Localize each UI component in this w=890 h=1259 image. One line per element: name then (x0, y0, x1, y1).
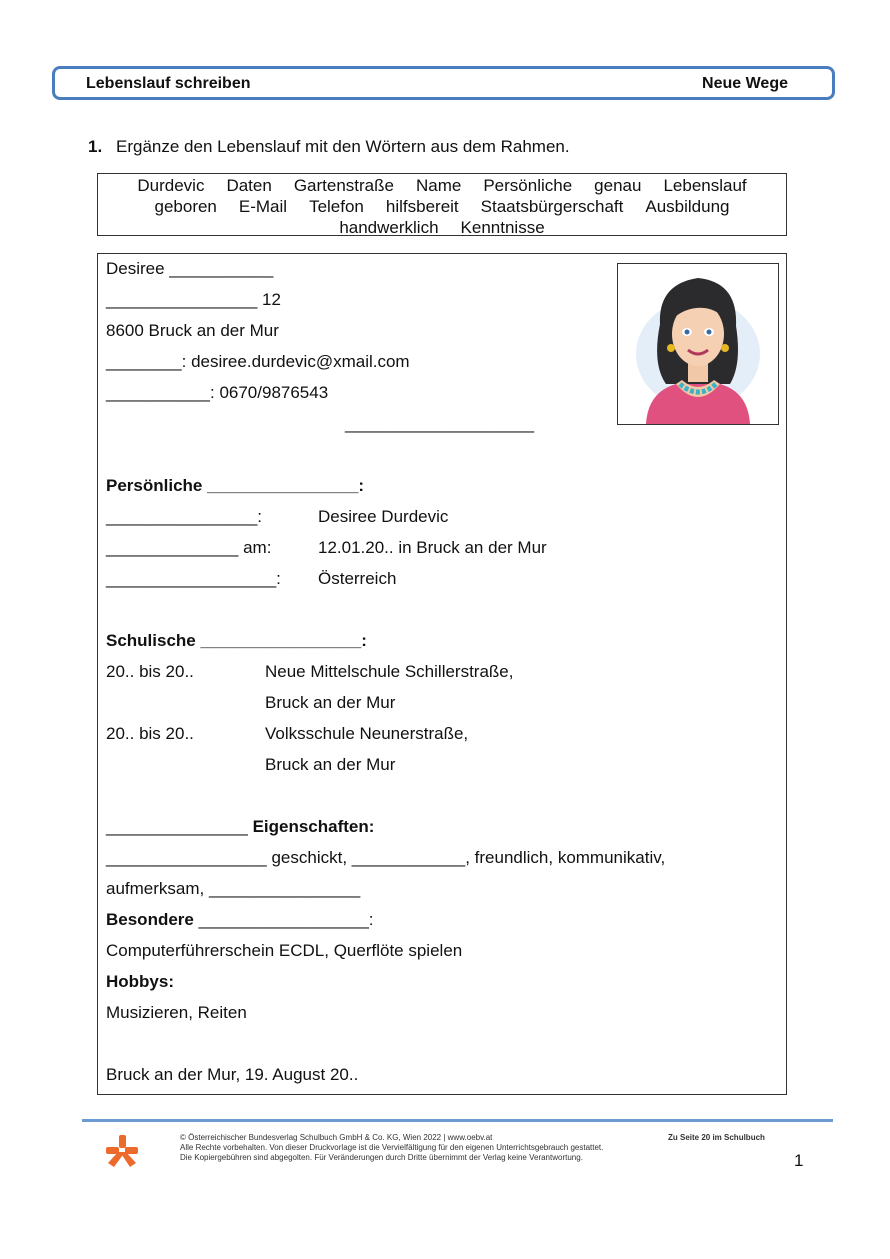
traits-heading (106, 817, 374, 837)
special-skills-label: Besondere (106, 910, 194, 929)
word-item: handwerklich (339, 218, 439, 237)
traits-line: _________________ geschickt, ____________, freundlich, kommunikativ, (106, 848, 666, 867)
hobbies-heading: Hobbys: (106, 972, 174, 991)
page-number: 1 (794, 1151, 804, 1170)
word-item: geboren (154, 197, 217, 216)
footer-divider (82, 1119, 833, 1122)
word-item: Telefon (309, 197, 364, 216)
place-date: Bruck an der Mur, 19. August 20.. (106, 1065, 359, 1084)
cv-email-line: ________: desiree.durdevic@xmail.com (106, 352, 410, 371)
cv-phone-line: ___________: 0670/9876543 (106, 383, 329, 402)
word-item: Daten (226, 176, 272, 195)
school-location: Bruck an der Mur (265, 693, 396, 712)
school-period: 20.. bis 20.. (106, 662, 194, 681)
school-heading: Schulische _________________: (106, 631, 367, 650)
textbook-reference: Zu Seite 20 im Schulbuch (668, 1133, 765, 1142)
traits-blank: _______________ (106, 817, 248, 836)
personal-value: 12.01.20.. in Bruck an der Mur (318, 538, 547, 557)
hobbies-value: Musizieren, Reiten (106, 1003, 247, 1022)
personal-label: __________________: (106, 569, 281, 588)
word-item: Staatsbürgerschaft (480, 197, 624, 216)
cv-street-line: ________________ 12 (106, 290, 281, 309)
word-item: Kenntnisse (460, 218, 545, 237)
word-item: Durdevic (137, 176, 205, 195)
copyright-line: Die Kopiergebühren sind abgegolten. Für Veränderungen durch Dritte übernimmt der Verlag keine Verantwortung. (180, 1153, 583, 1162)
personal-label: ______________ am: (106, 538, 272, 557)
worksheet-title: Lebenslauf schreiben (86, 75, 251, 92)
cv-city-line: 8600 Bruck an der Mur (106, 321, 279, 340)
special-skills-heading (106, 910, 374, 930)
word-item: Persönliche (483, 176, 573, 195)
traits-label: Eigenschaften: (252, 817, 375, 836)
personal-data-heading: Persönliche ________________: (106, 476, 365, 495)
personal-value: Desiree Durdevic (318, 507, 449, 526)
task-number: 1. (88, 137, 103, 156)
school-location: Bruck an der Mur (265, 755, 396, 774)
special-skills-blank: __________________: (198, 910, 374, 929)
copyright-line: © Österreichischer Bundesverlag Schulbuch GmbH & Co. KG, Wien 2022 | www.oebv.at (180, 1133, 493, 1142)
cv-name-line: Desiree ___________ (106, 259, 274, 278)
word-item: genau (594, 176, 642, 195)
school-name: Volksschule Neunerstraße, (265, 724, 469, 743)
word-item: Ausbildung (645, 197, 730, 216)
copyright-notice (180, 1133, 603, 1163)
applicant-photo (617, 263, 779, 425)
personal-value: Österreich (318, 569, 397, 588)
woman-portrait-illustration (618, 264, 778, 424)
word-item: E-Mail (238, 197, 288, 216)
publisher-logo-icon (104, 1133, 140, 1169)
series-name: Neue Wege (702, 75, 788, 92)
traits-line: aufmerksam, ________________ (106, 879, 361, 898)
copyright-line: Alle Rechte vorbehalten. Von dieser Druckvorlage ist die Vervielfältigung für den eigenen Unterrichtsgebrauch gestattet. (180, 1143, 604, 1152)
word-item: hilfsbereit (385, 197, 459, 216)
word-item: Gartenstraße (293, 176, 394, 195)
word-box (97, 173, 787, 236)
personal-label: ________________: (106, 507, 262, 526)
school-period: 20.. bis 20.. (106, 724, 194, 743)
task-instruction: Ergänze den Lebenslauf mit den Wörtern aus dem Rahmen. (116, 137, 570, 156)
word-item: Name (415, 176, 462, 195)
special-skills-value: Computerführerschein ECDL, Querflöte spielen (106, 941, 463, 960)
word-item: Lebenslauf (663, 176, 747, 195)
school-name: Neue Mittelschule Schillerstraße, (265, 662, 514, 681)
cv-title-blank: ____________________ (345, 414, 535, 433)
